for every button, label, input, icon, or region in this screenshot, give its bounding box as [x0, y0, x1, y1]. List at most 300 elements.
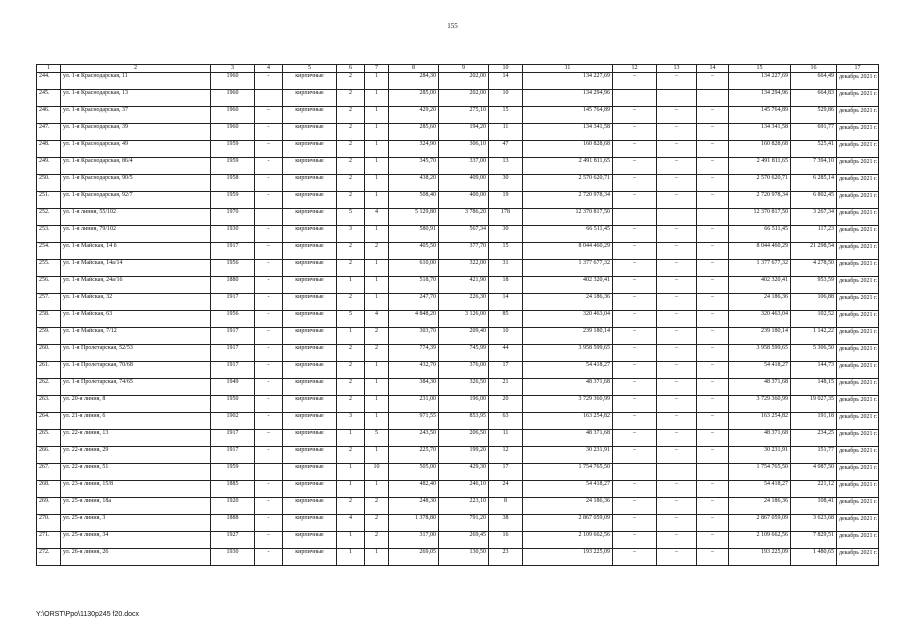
- total-area-cell: 610,00: [389, 260, 439, 277]
- year-built-cell: 1917: [211, 294, 255, 311]
- col-14-cell: –: [697, 243, 729, 260]
- row-number-cell: 251.: [37, 192, 61, 209]
- address-cell: ул. 1-я Майская, 24а/16: [61, 277, 211, 294]
- col-13-cell: –: [657, 277, 697, 294]
- year-built-cell: 1960: [211, 107, 255, 124]
- col-4-cell: -: [255, 124, 283, 141]
- total-area-cell: 580,91: [389, 226, 439, 243]
- floors-cell: 5: [337, 311, 365, 328]
- column-number: 9: [439, 65, 489, 73]
- floors-cell: 1: [337, 328, 365, 345]
- col-12-cell: –: [613, 175, 657, 192]
- year-built-cell: 1917: [211, 430, 255, 447]
- col-4-cell: -: [255, 413, 283, 430]
- address-cell: ул. 1-я Краснодарская, 13: [61, 90, 211, 107]
- cost-per-sqm-cell: 5 306,50: [791, 345, 837, 362]
- col-13-cell: –: [657, 124, 697, 141]
- cost-per-sqm-cell: 108,41: [791, 498, 837, 515]
- cost-total-cell: 1 754 765,50: [523, 464, 613, 481]
- col-12-cell: –: [613, 532, 657, 549]
- cost-total-cell: 134 341,58: [523, 124, 613, 141]
- col-4-cell: [255, 209, 283, 226]
- residents-cell: 20: [489, 396, 523, 413]
- completion-date-cell: декабрь 2021 г.: [837, 277, 879, 294]
- total-area-cell: 345,70: [389, 158, 439, 175]
- col-13-cell: –: [657, 532, 697, 549]
- total-area-cell: 4 848,20: [389, 311, 439, 328]
- col-12-cell: –: [613, 396, 657, 413]
- table-row: [37, 226, 879, 243]
- cost-per-sqm-cell: 525,41: [791, 141, 837, 158]
- living-area-cell: 376,00: [439, 362, 489, 379]
- entrances-cell: 1: [365, 226, 389, 243]
- year-built-cell: 1959: [211, 464, 255, 481]
- row-number-cell: 248.: [37, 141, 61, 158]
- row-number-cell: 267.: [37, 464, 61, 481]
- year-built-cell: 1959: [211, 158, 255, 175]
- total-area-cell: 971,55: [389, 413, 439, 430]
- cost-col-15-cell: 54 418,27: [729, 481, 791, 498]
- cost-per-sqm-cell: 234,25: [791, 430, 837, 447]
- entrances-cell: 1: [365, 396, 389, 413]
- cost-col-15-cell: 402 320,41: [729, 277, 791, 294]
- completion-date-cell: декабрь 2021 г.: [837, 311, 879, 328]
- col-4-cell: -: [255, 396, 283, 413]
- year-built-cell: 1917: [211, 362, 255, 379]
- address-cell: ул. 22-я линия, 13: [61, 430, 211, 447]
- table-row: [37, 532, 879, 549]
- table-row: [37, 549, 879, 566]
- col-12-cell: –: [613, 345, 657, 362]
- cost-col-15-cell: 134 294,96: [729, 90, 791, 107]
- table-row: [37, 345, 879, 362]
- floors-cell: 2: [337, 175, 365, 192]
- address-cell: ул. 26-я линия, 26: [61, 549, 211, 566]
- col-12-cell: [613, 464, 657, 481]
- residents-cell: 85: [489, 311, 523, 328]
- row-number-cell: 256.: [37, 277, 61, 294]
- residents-cell: 38: [489, 515, 523, 532]
- col-12-cell: –: [613, 430, 657, 447]
- row-number-cell: 247.: [37, 124, 61, 141]
- row-number-cell: 250.: [37, 175, 61, 192]
- completion-date-cell: декабрь 2021 г.: [837, 549, 879, 566]
- cost-col-15-cell: 193 225,09: [729, 549, 791, 566]
- col-4-cell: [255, 90, 283, 107]
- wall-material-cell: кирпичные: [283, 362, 337, 379]
- floors-cell: 1: [337, 549, 365, 566]
- col-4-cell: -: [255, 447, 283, 464]
- residents-cell: 10: [489, 90, 523, 107]
- total-area-cell: 5 129,80: [389, 209, 439, 226]
- floors-cell: 2: [337, 379, 365, 396]
- address-cell: ул. 21-я линия, 6: [61, 413, 211, 430]
- wall-material-cell: кирпичные: [283, 481, 337, 498]
- floors-cell: 2: [337, 260, 365, 277]
- cost-col-15-cell: 160 828,68: [729, 141, 791, 158]
- residents-cell: 24: [489, 481, 523, 498]
- cost-col-15-cell: 12 370 817,50: [729, 209, 791, 226]
- table-row: [37, 209, 879, 226]
- cost-col-15-cell: 48 371,68: [729, 379, 791, 396]
- col-13-cell: –: [657, 328, 697, 345]
- row-number-cell: 265.: [37, 430, 61, 447]
- residents-cell: 8: [489, 498, 523, 515]
- col-4-cell: -: [255, 362, 283, 379]
- residents-cell: 12: [489, 447, 523, 464]
- col-13-cell: –: [657, 158, 697, 175]
- address-cell: ул. 1-я Майская, 63: [61, 311, 211, 328]
- cost-total-cell: 2 867 059,09: [523, 515, 613, 532]
- living-area-cell: 377,70: [439, 243, 489, 260]
- cost-total-cell: 239 180,14: [523, 328, 613, 345]
- completion-date-cell: декабрь 2021 г.: [837, 515, 879, 532]
- completion-date-cell: декабрь 2021 г.: [837, 498, 879, 515]
- col-12-cell: –: [613, 498, 657, 515]
- year-built-cell: 1930: [211, 226, 255, 243]
- completion-date-cell: декабрь 2021 г.: [837, 260, 879, 277]
- col-13-cell: –: [657, 396, 697, 413]
- entrances-cell: 1: [365, 124, 389, 141]
- entrances-cell: 2: [365, 515, 389, 532]
- page-number: 155: [447, 22, 458, 30]
- total-area-cell: 285,60: [389, 124, 439, 141]
- entrances-cell: 10: [365, 464, 389, 481]
- floors-cell: 1: [337, 464, 365, 481]
- column-number: 3: [211, 65, 255, 73]
- col-14-cell: –: [697, 328, 729, 345]
- col-13-cell: –: [657, 294, 697, 311]
- address-cell: ул. 1-я Майская, 32: [61, 294, 211, 311]
- residents-cell: 63: [489, 413, 523, 430]
- living-area-cell: 429,30: [439, 464, 489, 481]
- col-12-cell: –: [613, 549, 657, 566]
- col-12-cell: –: [613, 515, 657, 532]
- completion-date-cell: декабрь 2021 г.: [837, 396, 879, 413]
- col-12-cell: –: [613, 311, 657, 328]
- wall-material-cell: кирпичные: [283, 90, 337, 107]
- wall-material-cell: кирпичные: [283, 311, 337, 328]
- row-number-cell: 259.: [37, 328, 61, 345]
- living-area-cell: 269,45: [439, 532, 489, 549]
- entrances-cell: 4: [365, 209, 389, 226]
- total-area-cell: 248,30: [389, 498, 439, 515]
- col-14-cell: –: [697, 277, 729, 294]
- cost-per-sqm-cell: 221,12: [791, 481, 837, 498]
- entrances-cell: 1: [365, 379, 389, 396]
- col-12-cell: –: [613, 294, 657, 311]
- living-area-cell: 326,50: [439, 379, 489, 396]
- column-number: 8: [389, 65, 439, 73]
- table-row: [37, 158, 879, 175]
- col-12-cell: –: [613, 124, 657, 141]
- row-number-cell: 257.: [37, 294, 61, 311]
- living-area-cell: 306,10: [439, 141, 489, 158]
- column-number: 17: [837, 65, 879, 73]
- wall-material-cell: кирпичные: [283, 515, 337, 532]
- cost-total-cell: 8 044 460,29: [523, 243, 613, 260]
- col-4-cell: -: [255, 158, 283, 175]
- year-built-cell: 1958: [211, 175, 255, 192]
- living-area-cell: 853,95: [439, 413, 489, 430]
- col-14-cell: –: [697, 175, 729, 192]
- wall-material-cell: кирпичные: [283, 243, 337, 260]
- floors-cell: 2: [337, 158, 365, 175]
- cost-total-cell: 54 418,27: [523, 481, 613, 498]
- col-13-cell: –: [657, 498, 697, 515]
- column-number: 10: [489, 65, 523, 73]
- living-area-cell: 202,00: [439, 73, 489, 90]
- table-row: [37, 430, 879, 447]
- wall-material-cell: кирпичные: [283, 294, 337, 311]
- row-number-cell: 263.: [37, 396, 61, 413]
- completion-date-cell: декабрь 2021 г.: [837, 430, 879, 447]
- completion-date-cell: декабрь 2021 г.: [837, 328, 879, 345]
- completion-date-cell: декабрь 2021 г.: [837, 464, 879, 481]
- completion-date-cell: декабрь 2021 г.: [837, 209, 879, 226]
- cost-total-cell: 30 231,91: [523, 447, 613, 464]
- table-row: [37, 464, 879, 481]
- col-14-cell: –: [697, 294, 729, 311]
- col-4-cell: -: [255, 73, 283, 90]
- residents-cell: 178: [489, 209, 523, 226]
- address-cell: ул. 1-я Пролетарская, 70/68: [61, 362, 211, 379]
- col-13-cell: –: [657, 192, 697, 209]
- floors-cell: 3: [337, 413, 365, 430]
- table-row: [37, 498, 879, 515]
- wall-material-cell: кирпичные: [283, 73, 337, 90]
- cost-per-sqm-cell: 7 394,10: [791, 158, 837, 175]
- table-row: [37, 362, 879, 379]
- col-13-cell: –: [657, 175, 697, 192]
- completion-date-cell: декабрь 2021 г.: [837, 481, 879, 498]
- cost-total-cell: 12 370 817,50: [523, 209, 613, 226]
- year-built-cell: 1917: [211, 243, 255, 260]
- address-cell: ул. 1-я Краснодарская, 92/7: [61, 192, 211, 209]
- completion-date-cell: декабрь 2021 г.: [837, 294, 879, 311]
- row-number-cell: 272.: [37, 549, 61, 566]
- year-built-cell: 1902: [211, 413, 255, 430]
- cost-total-cell: 48 371,68: [523, 430, 613, 447]
- wall-material-cell: кирпичные: [283, 413, 337, 430]
- residents-cell: 47: [489, 141, 523, 158]
- cost-per-sqm-cell: 664,49: [791, 73, 837, 90]
- col-4-cell: -: [255, 277, 283, 294]
- cost-per-sqm-cell: 4 278,50: [791, 260, 837, 277]
- col-14-cell: –: [697, 447, 729, 464]
- total-area-cell: 243,50: [389, 430, 439, 447]
- total-area-cell: 429,20: [389, 107, 439, 124]
- total-area-cell: 317,00: [389, 532, 439, 549]
- col-4-cell: –: [255, 430, 283, 447]
- column-number: 7: [365, 65, 389, 73]
- floors-cell: 2: [337, 362, 365, 379]
- row-number-cell: 244.: [37, 73, 61, 90]
- col-4-cell: –: [255, 532, 283, 549]
- wall-material-cell: кирпичные: [283, 549, 337, 566]
- cost-col-15-cell: 3 729 360,99: [729, 396, 791, 413]
- table-row: [37, 311, 879, 328]
- living-area-cell: 322,00: [439, 260, 489, 277]
- living-area-cell: 206,50: [439, 430, 489, 447]
- living-area-cell: 223,10: [439, 498, 489, 515]
- cost-total-cell: 320 463,04: [523, 311, 613, 328]
- cost-total-cell: 193 225,09: [523, 549, 613, 566]
- entrances-cell: 2: [365, 532, 389, 549]
- total-area-cell: 518,70: [389, 277, 439, 294]
- cost-total-cell: 145 764,89: [523, 107, 613, 124]
- table-row: [37, 277, 879, 294]
- column-number: 13: [657, 65, 697, 73]
- wall-material-cell: кирпичные: [283, 175, 337, 192]
- total-area-cell: 285,00: [389, 90, 439, 107]
- address-cell: ул. 1-я Краснодарская, 11: [61, 73, 211, 90]
- address-cell: ул. 20-я линия, 8: [61, 396, 211, 413]
- address-cell: ул. 1-я Краснодарская, 49: [61, 141, 211, 158]
- entrances-cell: 2: [365, 328, 389, 345]
- col-14-cell: –: [697, 498, 729, 515]
- total-area-cell: 231,00: [389, 396, 439, 413]
- col-4-cell: -: [255, 311, 283, 328]
- col-13-cell: –: [657, 549, 697, 566]
- floors-cell: 3: [337, 226, 365, 243]
- col-14-cell: –: [697, 481, 729, 498]
- col-12-cell: –: [613, 481, 657, 498]
- address-cell: ул. 1-я линия, 55/102: [61, 209, 211, 226]
- cost-total-cell: 24 186,36: [523, 294, 613, 311]
- completion-date-cell: декабрь 2021 г.: [837, 362, 879, 379]
- col-13-cell: –: [657, 243, 697, 260]
- cost-per-sqm-cell: 3 623,68: [791, 515, 837, 532]
- entrances-cell: 1: [365, 413, 389, 430]
- cost-total-cell: 2 491 811,65: [523, 158, 613, 175]
- entrances-cell: 1: [365, 141, 389, 158]
- col-13-cell: –: [657, 141, 697, 158]
- cost-col-15-cell: 2 720 978,34: [729, 192, 791, 209]
- floors-cell: 2: [337, 192, 365, 209]
- wall-material-cell: кирпичные: [283, 124, 337, 141]
- floors-cell: 2: [337, 396, 365, 413]
- wall-material-cell: кирпичные: [283, 396, 337, 413]
- row-number-cell: 268.: [37, 481, 61, 498]
- col-12-cell: –: [613, 328, 657, 345]
- entrances-cell: 2: [365, 243, 389, 260]
- address-cell: ул. 1-я Краснодарская, 90/5: [61, 175, 211, 192]
- row-number-cell: 255.: [37, 260, 61, 277]
- cost-col-15-cell: 239 180,14: [729, 328, 791, 345]
- wall-material-cell: кирпичные: [283, 226, 337, 243]
- living-area-cell: 3 786,20: [439, 209, 489, 226]
- col-13-cell: [657, 90, 697, 107]
- col-12-cell: –: [613, 379, 657, 396]
- cost-total-cell: 24 186,36: [523, 498, 613, 515]
- entrances-cell: 1: [365, 260, 389, 277]
- col-14-cell: –: [697, 549, 729, 566]
- year-built-cell: 1930: [211, 549, 255, 566]
- col-4-cell: -: [255, 294, 283, 311]
- living-area-cell: 130,50: [439, 549, 489, 566]
- completion-date-cell: декабрь 2021 г.: [837, 107, 879, 124]
- residents-cell: 17: [489, 464, 523, 481]
- address-cell: ул. 1-я Майская, 14 б: [61, 243, 211, 260]
- cost-col-15-cell: 66 511,45: [729, 226, 791, 243]
- address-cell: ул. 1-я Краснодарская, 86/4: [61, 158, 211, 175]
- residents-cell: 15: [489, 243, 523, 260]
- cost-col-15-cell: 1 377 677,32: [729, 260, 791, 277]
- cost-per-sqm-cell: 19 027,35: [791, 396, 837, 413]
- total-area-cell: 438,20: [389, 175, 439, 192]
- year-built-cell: 1959: [211, 141, 255, 158]
- cost-col-15-cell: 2 570 620,71: [729, 175, 791, 192]
- residents-cell: 14: [489, 73, 523, 90]
- col-14-cell: –: [697, 311, 729, 328]
- total-area-cell: 505,00: [389, 464, 439, 481]
- cost-total-cell: 66 511,45: [523, 226, 613, 243]
- col-12-cell: –: [613, 362, 657, 379]
- col-13-cell: –: [657, 226, 697, 243]
- col-13-cell: –: [657, 311, 697, 328]
- cost-col-15-cell: 1 754 765,50: [729, 464, 791, 481]
- entrances-cell: 5: [365, 430, 389, 447]
- year-built-cell: 1917: [211, 345, 255, 362]
- column-number: 1: [37, 65, 61, 73]
- completion-date-cell: декабрь 2021 г.: [837, 226, 879, 243]
- row-number-cell: 253.: [37, 226, 61, 243]
- col-13-cell: –: [657, 481, 697, 498]
- col-12-cell: –: [613, 73, 657, 90]
- completion-date-cell: декабрь 2021 г.: [837, 124, 879, 141]
- completion-date-cell: декабрь 2021 г.: [837, 192, 879, 209]
- col-13-cell: –: [657, 413, 697, 430]
- completion-date-cell: декабрь 2021 г.: [837, 532, 879, 549]
- wall-material-cell: кирпичные: [283, 498, 337, 515]
- floors-cell: 4: [337, 515, 365, 532]
- column-number: 4: [255, 65, 283, 73]
- col-13-cell: –: [657, 362, 697, 379]
- cost-col-15-cell: 2 109 662,56: [729, 532, 791, 549]
- residents-cell: 17: [489, 362, 523, 379]
- year-built-cell: 1880: [211, 277, 255, 294]
- floors-cell: 2: [337, 141, 365, 158]
- cost-per-sqm-cell: 151,77: [791, 447, 837, 464]
- cost-col-15-cell: 8 044 460,29: [729, 243, 791, 260]
- col-4-cell: -: [255, 481, 283, 498]
- cost-per-sqm-cell: 148,15: [791, 379, 837, 396]
- wall-material-cell: кирпичные: [283, 379, 337, 396]
- cost-per-sqm-cell: 953,59: [791, 277, 837, 294]
- residents-cell: 11: [489, 124, 523, 141]
- cost-total-cell: 2 109 662,56: [523, 532, 613, 549]
- living-area-cell: 202,00: [439, 90, 489, 107]
- table-row: [37, 447, 879, 464]
- entrances-cell: 1: [365, 192, 389, 209]
- cost-per-sqm-cell: 691,77: [791, 124, 837, 141]
- year-built-cell: 1949: [211, 379, 255, 396]
- wall-material-cell: кирпичные: [283, 447, 337, 464]
- table-row: [37, 141, 879, 158]
- col-14-cell: –: [697, 430, 729, 447]
- year-built-cell: 1950: [211, 396, 255, 413]
- col-14-cell: –: [697, 413, 729, 430]
- completion-date-cell: декабрь 2021 г.: [837, 243, 879, 260]
- col-13-cell: –: [657, 345, 697, 362]
- table-row: [37, 396, 879, 413]
- col-14-cell: –: [697, 396, 729, 413]
- table-row: [37, 243, 879, 260]
- cost-total-cell: 160 828,68: [523, 141, 613, 158]
- row-number-cell: 254.: [37, 243, 61, 260]
- col-14-cell: –: [697, 345, 729, 362]
